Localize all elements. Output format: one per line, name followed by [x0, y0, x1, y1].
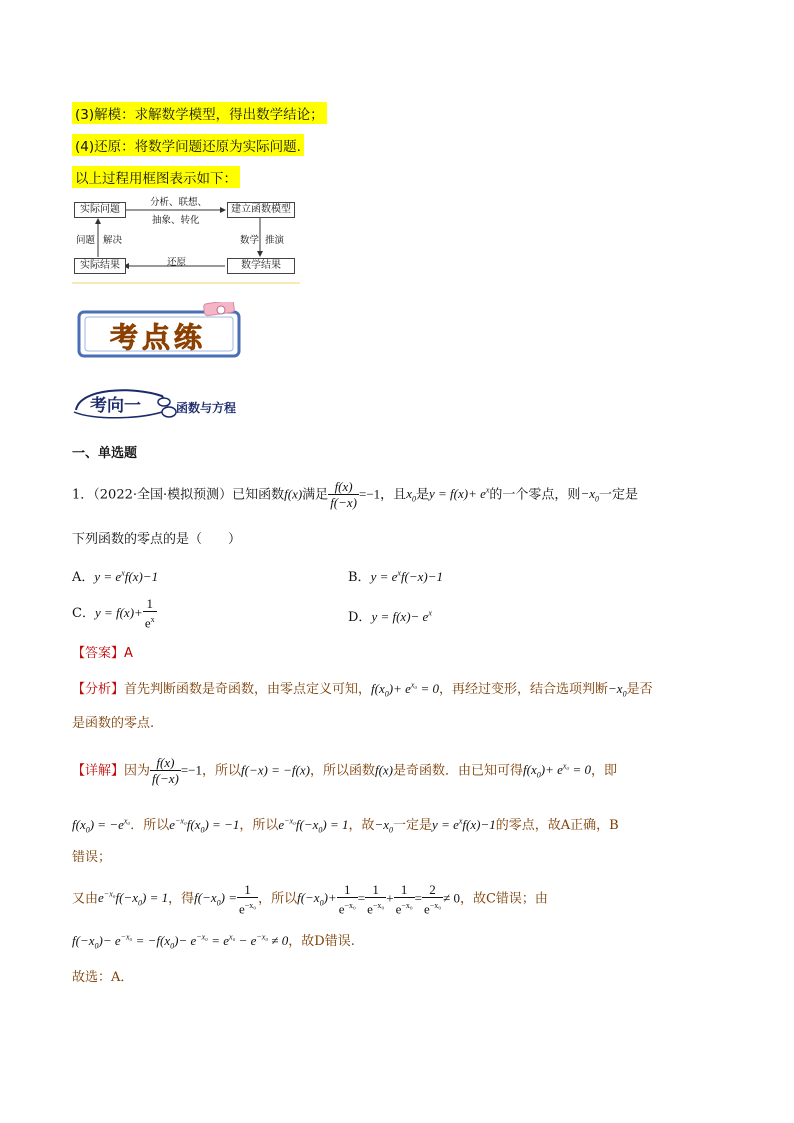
- detail-t7: ，所以: [239, 818, 279, 833]
- math-fx0-ex0: $f(x_0)+ e^{x_0} = 0$: [371, 680, 439, 699]
- label-solve: 解决: [103, 235, 123, 246]
- option-c-label: C．: [72, 606, 95, 621]
- math-frac-1-over-ex: $\frac{1}{e^x}$: [144, 596, 155, 631]
- math-plus: +: [386, 890, 394, 906]
- box-actual-result: 实际结果: [74, 258, 126, 274]
- math-frac-1-over-e: $\frac{1}{e^{-x_0}}$: [238, 881, 257, 916]
- math-fnx0-eq: $f(-x_0)$ =: [194, 890, 237, 908]
- option-c: [72, 596, 157, 631]
- detail-line1: [72, 750, 617, 793]
- question-must: 一定是: [598, 487, 638, 503]
- math-e-fx0: $e^{-x_0}f(x_0) = -1$: [169, 816, 240, 835]
- label-deduce: 推演: [265, 235, 285, 246]
- analysis-text2: ，再经过变形，结合选项判断: [439, 682, 609, 697]
- question-lead: 1．（2022·全国·模拟预测）已知函数: [72, 487, 285, 503]
- math-frac-sum-2: $\frac{1}{e^{-x_0}}$: [367, 881, 385, 916]
- box-math-result: 数学结果: [227, 258, 295, 274]
- detail-t9: 一定是: [393, 818, 433, 833]
- analysis-text1: 首先判断函数是奇函数，由零点定义可知，: [124, 682, 372, 697]
- math-eq-neg1-b: =−1: [180, 762, 203, 778]
- analysis-line1: [72, 678, 653, 699]
- banner-kaodianlian: [76, 302, 246, 360]
- option-a-label: A．: [72, 570, 95, 585]
- subbanner-label: 考向一: [90, 396, 141, 416]
- math-opt-a: $y = e^xf(x)-1$: [94, 568, 159, 584]
- flowchart: [72, 190, 302, 285]
- analysis-text3: 是否: [626, 682, 653, 697]
- detail-t6: ．所以: [130, 818, 170, 833]
- option-b: [348, 566, 443, 585]
- math-opt-d: $y = f(x)- e^x$: [371, 608, 432, 624]
- math-frac-sum-3: $\frac{1}{e^{-x_0}}$: [395, 881, 413, 916]
- intro-text: 以上过程用框图表示如下：: [72, 166, 240, 188]
- detail-t8: ，故: [348, 818, 375, 833]
- answer-tag: 【答案】: [72, 646, 125, 661]
- label-analyze: 分析、联想、: [150, 197, 208, 208]
- answer-value: A: [124, 646, 133, 661]
- math-frac-detail: $\frac{f(x)}{f(-x)}$: [152, 755, 179, 787]
- detail-t10: 的零点，故A正确，B: [495, 818, 619, 833]
- question-is: 是: [415, 487, 429, 503]
- detail-line5: [72, 930, 355, 951]
- option-d-label: D．: [348, 610, 372, 625]
- label-math: 数学: [240, 235, 260, 246]
- question-line1: [72, 474, 638, 517]
- math-neq-0: ≠ 0: [443, 890, 460, 906]
- detail-tag: 【详解】: [72, 763, 125, 779]
- option-d: [348, 606, 432, 625]
- question-mid: ，且: [380, 487, 407, 503]
- detail-t1: 因为: [124, 763, 151, 779]
- math-fx-b: f(x): [374, 762, 393, 778]
- detail-line3: 错误；: [72, 850, 112, 865]
- question-cond: 满足: [302, 487, 329, 503]
- math-opt-c: y = f(x)+: [94, 605, 143, 620]
- math-fx: f(x): [284, 486, 303, 502]
- detail-t12: 又由: [72, 891, 99, 907]
- math-neg-x0-c: $-x_0$: [374, 817, 394, 835]
- label-restore: 还原: [167, 257, 187, 268]
- math-frac-fx-over-fnx: $\frac{f(x)}{f(-x)}$: [330, 479, 357, 511]
- detail-t14: ，所以: [258, 891, 298, 907]
- box-build-model: 建立函数模型: [227, 202, 295, 218]
- analysis-line2: 是函数的零点.: [72, 716, 155, 731]
- answer-line: [72, 642, 133, 661]
- step4-text: (4)还原：将数学问题还原为实际问题.: [72, 134, 304, 156]
- detail-t16: ，故D错误.: [288, 934, 355, 949]
- section-heading: 一、单选题: [72, 446, 138, 461]
- math-sum-left: $f(-x_0)+$: [297, 890, 337, 908]
- math-fx0-ex0-b: $f(x_0)+ e^{x_0} = 0$: [523, 762, 591, 780]
- detail-t2: ，所以: [202, 763, 242, 779]
- math-given: $e^{-x_0}f(-x_0) = 1$: [98, 890, 169, 908]
- box-actual-problem: 实际问题: [74, 202, 126, 218]
- math-y-fx-ex: $y = f(x)+ e^x$: [428, 486, 490, 502]
- detail-t4: 是奇函数．由已知可得: [393, 763, 524, 779]
- math-opt-b: $y = e^xf(-x)-1$: [370, 568, 444, 584]
- option-b-label: B．: [348, 570, 371, 585]
- math-frac-sum-4: $\frac{2}{e^{-x_0}}$: [424, 881, 442, 916]
- math-neg-x0-b: $-x_0$: [608, 681, 627, 699]
- math-e-fnx0: $e^{-x_0}f(-x_0) = 1$: [278, 816, 349, 835]
- detail-line4: [72, 878, 548, 921]
- subbanner: [72, 382, 262, 422]
- math-eq-neg1: =−1: [359, 486, 381, 502]
- math-y-opt-a: $y = e^xf(x)-1$: [432, 816, 496, 832]
- banner-title: 考点练: [109, 321, 206, 354]
- subbanner-topic: 函数与方程: [176, 401, 237, 415]
- math-neg-x0: $-x_0$: [580, 486, 599, 504]
- detail-t13: ，得: [168, 891, 195, 907]
- math-fx0-neg: $f(x_0) = -e^{x_0}$: [72, 816, 131, 835]
- detail-conclusion: 故选：A．: [72, 970, 134, 985]
- option-a: [72, 566, 158, 585]
- math-frac-sum-1: $\frac{1}{e^{-x_0}}$: [338, 881, 356, 916]
- math-eq-sign: =: [357, 890, 366, 906]
- analysis-tag: 【分析】: [72, 682, 125, 697]
- detail-t3: ，所以函数: [309, 763, 375, 779]
- detail-line2: [72, 814, 619, 835]
- step3-text: (3)解模：求解数学模型，得出数学结论；: [72, 102, 327, 124]
- label-abstract: 抽象、转化: [152, 215, 200, 226]
- question-zero-of: 的一个零点，则: [489, 487, 581, 503]
- label-problem: 问题: [76, 235, 96, 246]
- math-odd: f(−x) = −f(x): [241, 762, 310, 778]
- math-x0: $x_0$: [406, 486, 416, 504]
- math-eq-sign-2: =: [414, 890, 422, 906]
- math-d-chain: $f(-x_0)- e^{-x_0} = -f(x_0)- e^{-x_0} = e^{x_0} - e^{-x_0} \ne 0$: [72, 932, 289, 951]
- question-line2: 下列函数的零点的是（ ）: [72, 532, 242, 547]
- detail-t15: ，故C错误；由: [459, 891, 548, 907]
- detail-t5: ，即: [590, 763, 617, 779]
